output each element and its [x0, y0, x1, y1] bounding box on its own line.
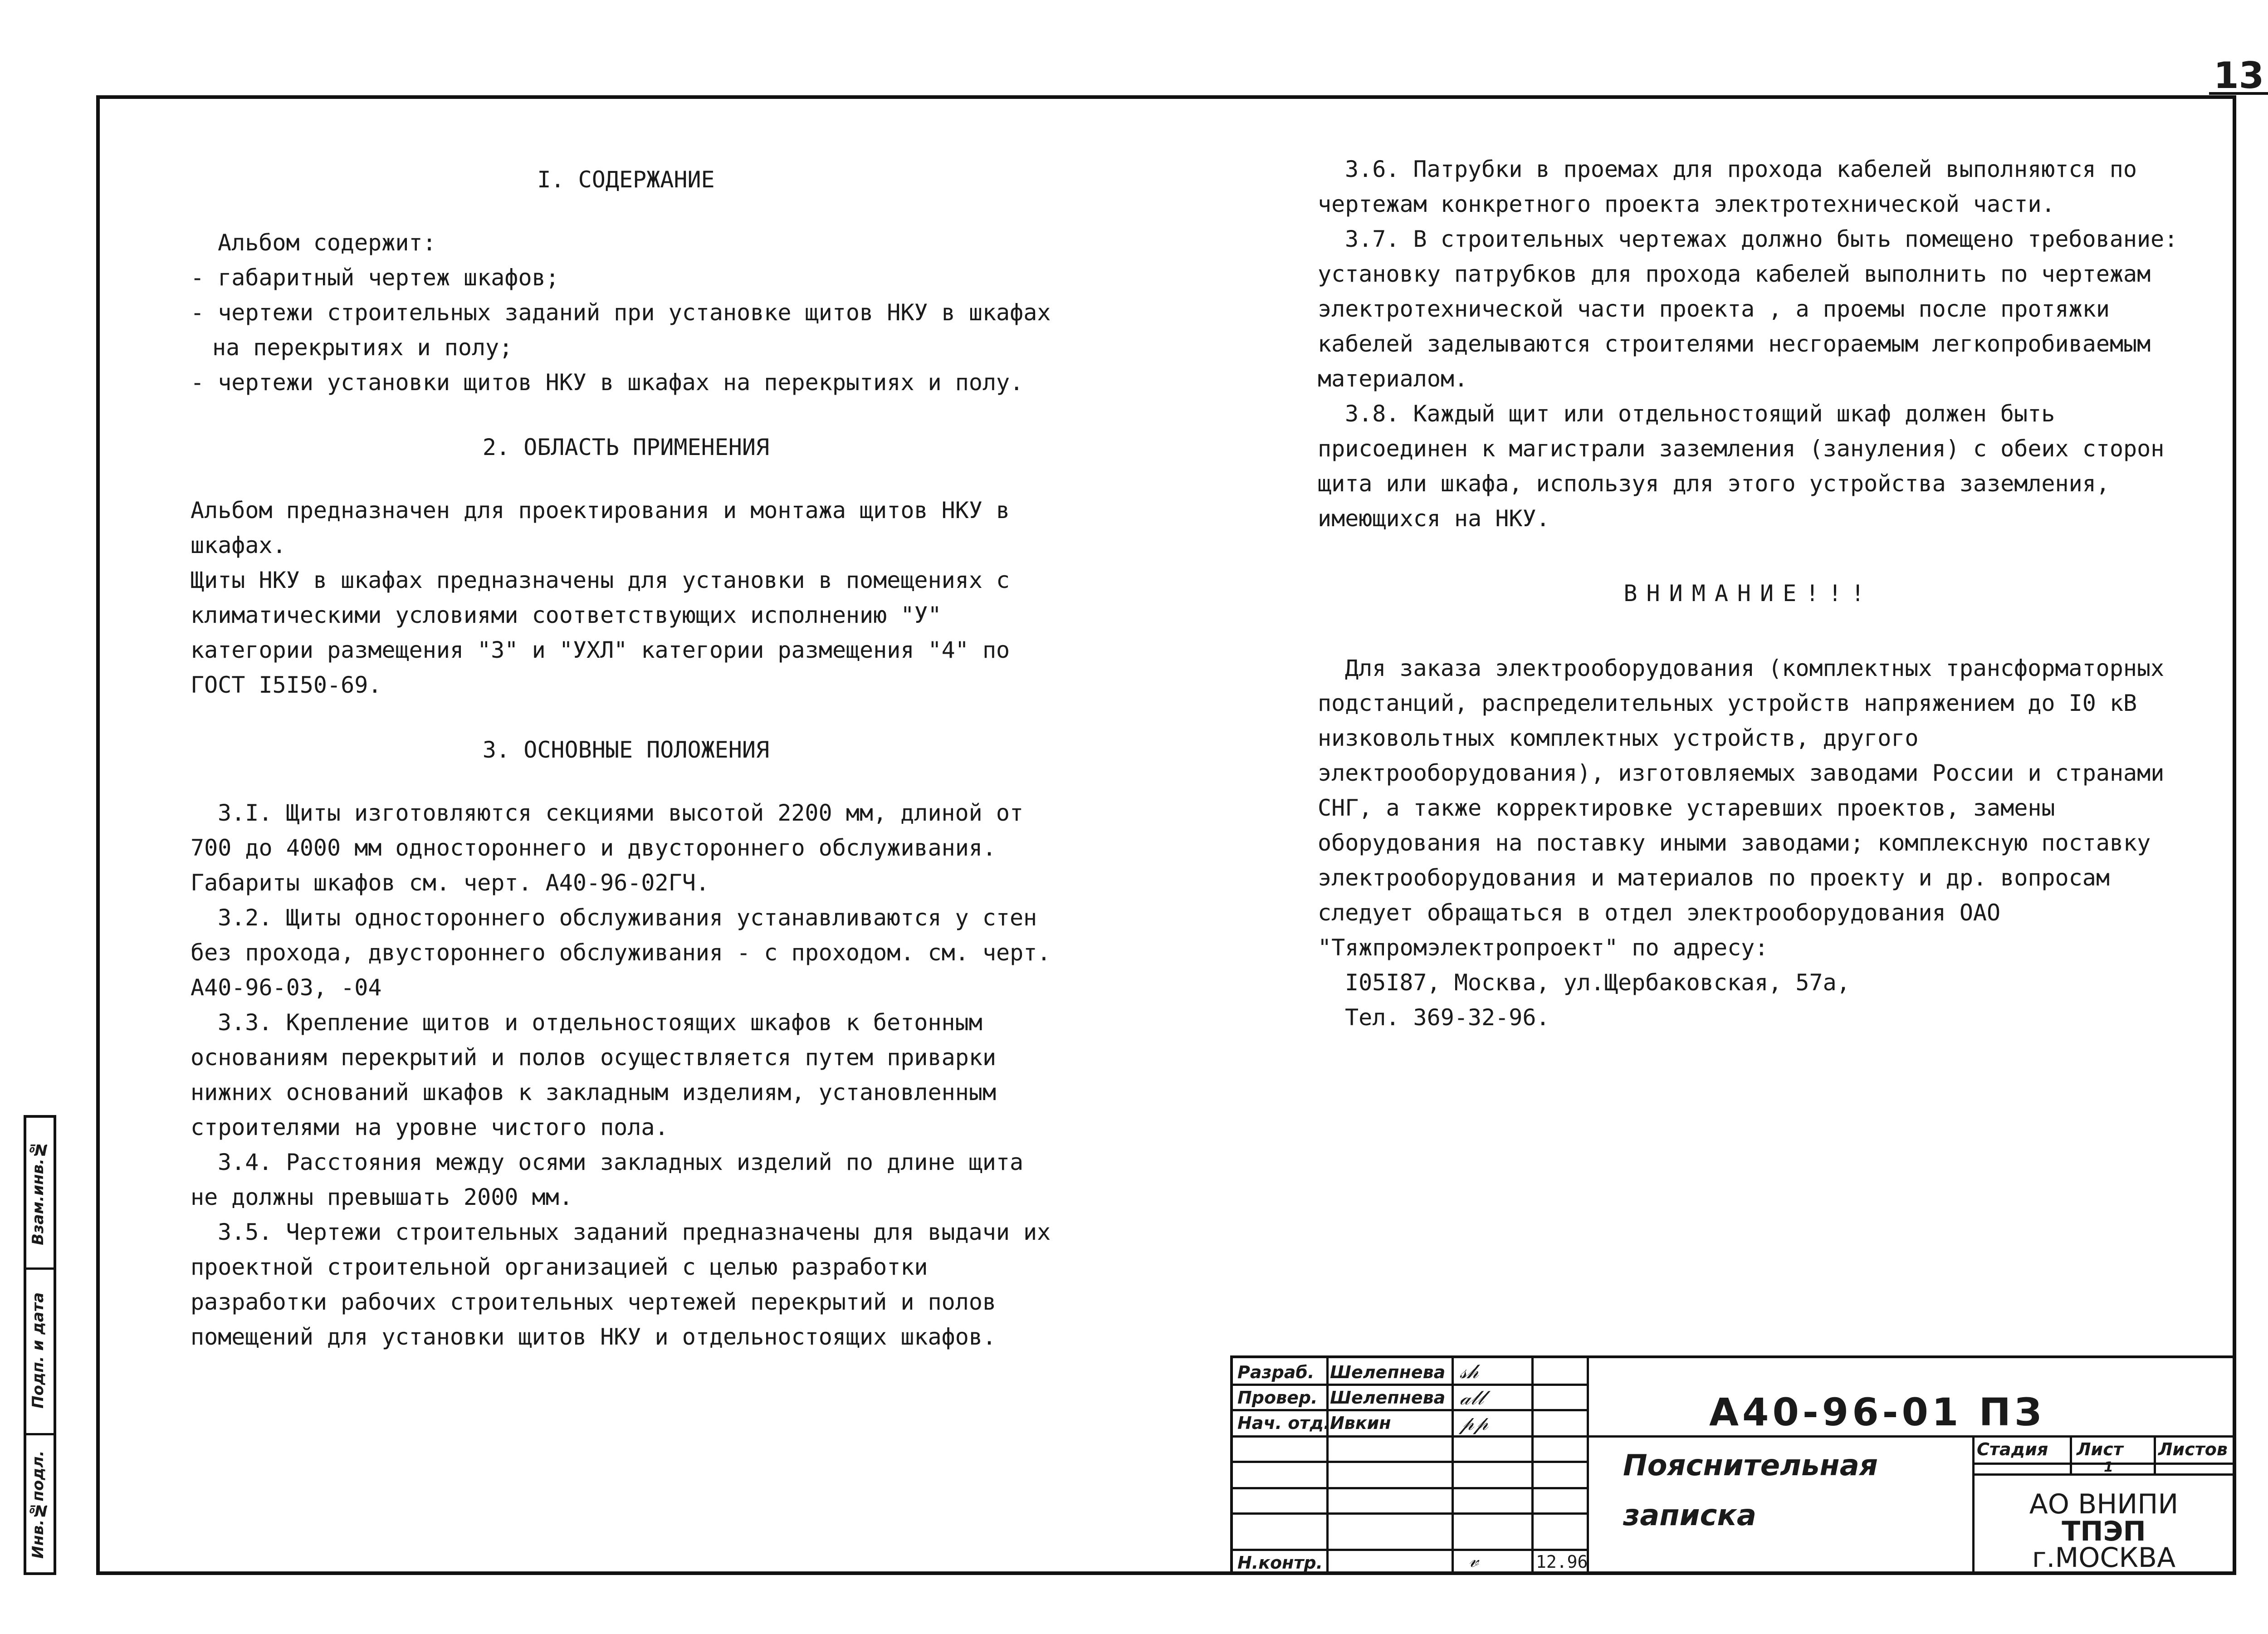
organization-name: АО ВНИПИ	[2029, 1488, 2179, 1520]
provisions-block	[191, 796, 1061, 1355]
organization-unit: ТПЭП	[2062, 1516, 2146, 1547]
stamp-date: 12.96	[1536, 1552, 1588, 1572]
stamp-rule	[1233, 1549, 1587, 1551]
name-developer: Шелепнева	[1330, 1362, 1446, 1382]
organization-city: г.МОСКВА	[2032, 1542, 2176, 1574]
stamp-rule	[1233, 1384, 1587, 1386]
document-title-line-2: записка	[1623, 1499, 1756, 1532]
stamp-rule	[1233, 1409, 1587, 1411]
sheets-header: Листов	[2158, 1439, 2228, 1459]
role-head: Нач. отд.	[1237, 1413, 1330, 1433]
sheet-header: Лист	[2077, 1439, 2123, 1459]
stage-header: Стадия	[1977, 1439, 2048, 1459]
strip-label-replace-inv: Взам.инв.№	[29, 1140, 47, 1245]
section-2-heading: 2. ОБЛАСТЬ ПРИМЕНЕНИЯ	[482, 434, 770, 460]
clause-3-8: 3.8. Каждый щит или отдельностоящий шкаф должен быть присоединен к магистрали заземления (зануления) с обеих сторон щита или шкафа, используя для этого устройства заземления, имеющихся на НКУ.	[1318, 401, 2165, 532]
document-code: А40-96-01 ПЗ	[1709, 1390, 2045, 1434]
signature-icon: 𝓅𝓅	[1460, 1412, 1488, 1435]
stamp-rule	[1233, 1512, 1587, 1515]
clause-3-7: 3.7. В строительных чертежах должно быть помещено требование: установку патрубков для прохода кабелей выполнить по чертежам электротехнической части проекта , а проемы после протяжки кабелей заделываются строителями несгораемым легкопробиваемым материалом.	[1318, 226, 2178, 392]
stamp-rule	[1233, 1461, 1587, 1463]
stamp-divider	[2154, 1435, 2156, 1473]
scope-block	[191, 493, 1061, 703]
contents-item: - габаритный чертеж шкафов;	[191, 264, 559, 291]
contents-block	[191, 225, 1061, 400]
stamp-divider	[1587, 1358, 1589, 1575]
left-column	[191, 162, 1061, 1355]
contact-address: I05I87, Москва, ул.Щербаковская, 57а,	[1345, 969, 1850, 996]
title-block	[1230, 1355, 2236, 1575]
clause-3-6: 3.6. Патрубки в проемах для прохода кабелей выполняются по чертежам конкретного проекта электротехнической части.	[1318, 156, 2137, 217]
scope-paragraph-2: Щиты НКУ в шкафах предназначены для установки в помещениях с климатическими условиями соответствующих исполнению "У" категории размещения "3" и "УХЛ" категории размещения "4" по ГОСТ I5I50-69.	[191, 567, 1010, 698]
stamp-divider	[1452, 1358, 1454, 1575]
right-column	[1318, 152, 2180, 1035]
signature-icon: 𝓈𝒽	[1460, 1360, 1479, 1383]
strip-divider	[26, 1433, 54, 1435]
contents-item: - чертежи строительных заданий при установке щитов НКУ в шкафах на перекрытиях и полу;	[191, 299, 1051, 361]
signature-icon: 𝒶𝓁𝓁	[1460, 1386, 1484, 1409]
clause-3-1: 3.I. Щиты изготовляются секциями высотой 2200 мм, длиной от 700 до 4000 мм одностороннего и двустороннего обслуживания.	[191, 800, 1024, 861]
section-3-heading: 3. ОСНОВНЫЕ ПОЛОЖЕНИЯ	[482, 737, 770, 763]
role-norm-control: Н.контр.	[1237, 1553, 1323, 1573]
stamp-divider	[2070, 1435, 2072, 1473]
contents-intro: Альбом содержит:	[218, 230, 436, 256]
role-developer: Разраб.	[1237, 1362, 1315, 1382]
contact-phone: Тел. 369-32-96.	[1345, 1004, 1550, 1031]
stamp-rule	[1587, 1435, 2236, 1438]
document-title-line-1: Пояснительная	[1623, 1449, 1878, 1482]
notice-paragraph: Для заказа электрооборудования (комплектных трансформаторных подстанций, распределительных устройств напряжением до I0 кВ низковольтных комплектных устройств, другого электрооборудования), изготовляемых заводами России и странами СНГ, а также корректировке устаревших проектов, замены оборудования на поставку иными заводами; комплексную поставку электрооборудования и материалов по проекту и др. вопросам следует обращаться в отдел электрооборудования ОАО "Тяжпромэлектропроект" по адресу:	[1318, 655, 2165, 961]
strip-divider	[26, 1267, 54, 1270]
stamp-rule	[1233, 1435, 1587, 1438]
clause-3-1-dimensions: Габариты шкафов см. черт. А40-96-02ГЧ.	[191, 870, 709, 896]
clause-3-2: 3.2. Щиты одностороннего обслуживания устанавливаются у стен без прохода, двустороннего обслуживания - с проходом. см. черт. А40-96-03, -04	[191, 905, 1051, 1001]
name-checker: Шелепнева	[1330, 1388, 1446, 1408]
sheet-number: 1	[2104, 1459, 2113, 1475]
scope-paragraph-1: Альбом предназначен для проектирования и монтажа щитов НКУ в шкафах.	[191, 497, 1010, 558]
section-1-heading: I. СОДЕРЖАНИЕ	[537, 166, 715, 193]
strip-label-sign-date: Подп. и дата	[29, 1292, 47, 1409]
clause-3-5: 3.5. Чертежи строительных заданий предназначены для выдачи их проектной строительной организацией с целью разработки разработки рабочих строительных чертежей перекрытий и полов помещений для установки щитов НКУ и отдельностоящих шкафов.	[191, 1219, 1051, 1350]
attention-heading: ВНИМАНИЕ!!!	[1623, 580, 1874, 607]
role-checker: Провер.	[1237, 1388, 1318, 1408]
stamp-divider	[1326, 1358, 1329, 1575]
contents-item: - чертежи установки щитов НКУ в шкафах на перекрытиях и полу.	[191, 369, 1024, 396]
clause-3-4: 3.4. Расстояния между осями закладных изделий по длине щита не должны превышать 2000 мм.	[191, 1149, 1024, 1210]
name-head: Ивкин	[1330, 1413, 1391, 1433]
clause-3-3: 3.3. Крепление щитов и отдельностоящих шкафов к бетонным основаниям перекрытий и полов осуществляется путем приварки нижних оснований шкафов к закладным изделиям, установленным строителями на уровне чистого пола.	[191, 1009, 997, 1140]
signature-icon: 𝓋	[1469, 1549, 1479, 1572]
stamp-divider	[1531, 1358, 1534, 1575]
side-strip	[24, 1115, 56, 1575]
strip-label-inv-orig: Инв.№подл.	[29, 1450, 47, 1559]
stamp-rule	[1233, 1487, 1587, 1489]
page-number: 13	[2214, 54, 2264, 97]
